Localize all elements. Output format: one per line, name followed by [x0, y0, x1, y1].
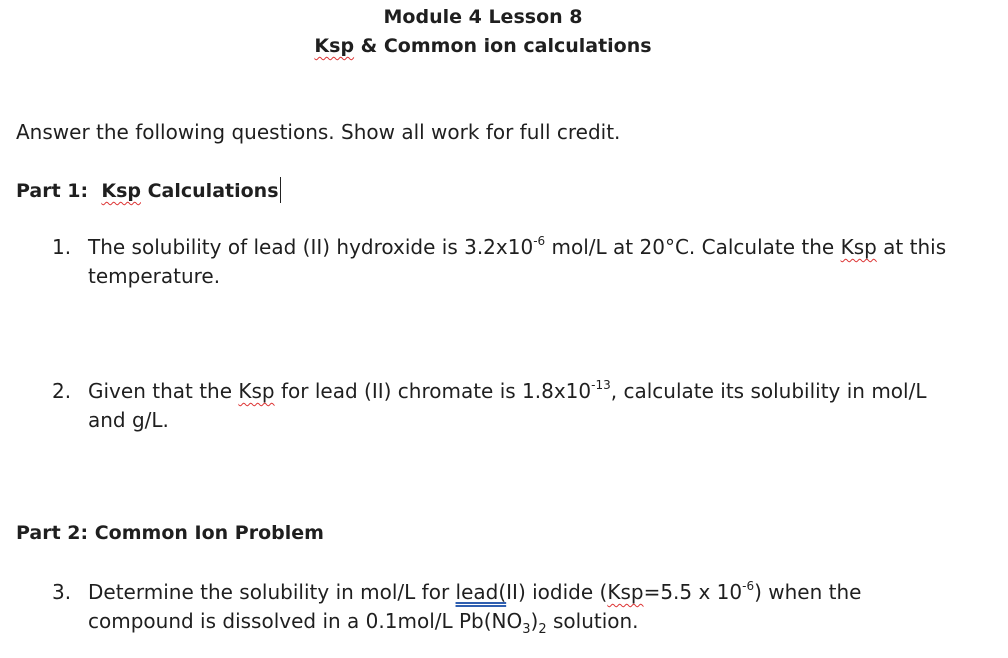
- q3-text-b: II) iodide (: [506, 580, 608, 604]
- subtitle-rest: & Common ion calculations: [354, 35, 652, 57]
- question-2-number: 2.: [52, 379, 72, 403]
- question-3-text: [88, 578, 968, 636]
- subtitle-ksp: Ksp: [314, 35, 355, 57]
- q3-text-d: ) when the compound is dissolved in a 0.1mol/L Pb(NO: [88, 580, 862, 633]
- text-cursor: [280, 177, 281, 203]
- q1-text-c: at this temperature.: [88, 235, 947, 288]
- question-2-text: [88, 377, 968, 435]
- part2-heading: Part 2: Common Ion Problem: [16, 522, 324, 544]
- q1-ksp: Ksp: [840, 235, 877, 259]
- q2-text-c: , calculate its solubility in mol/L and g/L.: [88, 379, 927, 432]
- q3-exponent: -6: [742, 579, 755, 594]
- question-1-text: [88, 233, 968, 291]
- q1-text-b: mol/L at 20°C. Calculate the: [545, 235, 841, 259]
- part1-label: Part 1:: [16, 180, 89, 202]
- q2-text-a: Given that the: [88, 379, 239, 403]
- q2-exponent: -13: [591, 378, 611, 393]
- part1-heading: [16, 177, 281, 203]
- q3-text-a: Determine the solubility in mol/L for: [88, 580, 456, 604]
- q3-subscript-3: 3: [522, 622, 531, 637]
- module-title: Module 4 Lesson 8: [383, 6, 583, 28]
- q3-ksp: Ksp: [607, 580, 644, 604]
- question-1-number: 1.: [52, 235, 72, 259]
- instructions-text: Answer the following questions. Show all work for full credit.: [16, 120, 621, 144]
- q3-text-f: solution.: [546, 609, 639, 633]
- question-3-number: 3.: [52, 580, 72, 604]
- q3-text-e: ): [530, 609, 539, 633]
- lesson-subtitle: [0, 35, 966, 57]
- q3-text-c: =5.5 x 10: [643, 580, 743, 604]
- q1-exponent: -6: [533, 234, 546, 249]
- q1-text-a: The solubility of lead (II) hydroxide is 3.2x10: [88, 235, 534, 259]
- q3-subscript-2: 2: [538, 622, 547, 637]
- q2-text-b: for lead (II) chromate is 1.8x10: [274, 379, 592, 403]
- q3-lead-word: lead(: [455, 580, 507, 604]
- q2-ksp: Ksp: [238, 379, 275, 403]
- part1-title-rest: Calculations: [141, 180, 279, 202]
- part1-ksp: Ksp: [101, 180, 141, 202]
